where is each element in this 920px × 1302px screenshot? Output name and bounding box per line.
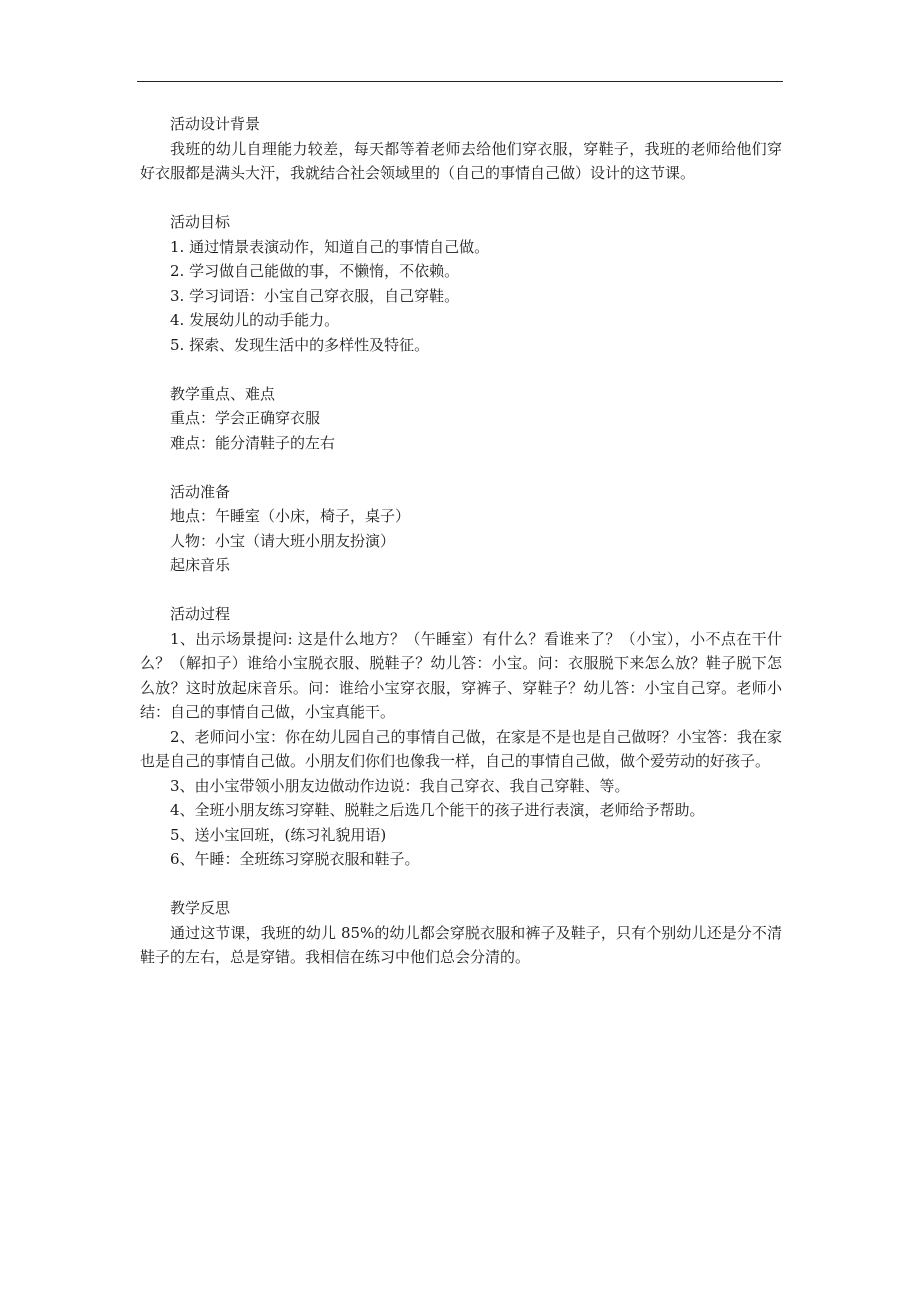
difficult-point-line: 难点：能分清鞋子的左右 [170,433,336,452]
section-heading-reflection: 教学反思 [170,899,231,917]
process-step-3: 3、由小宝带领小朋友边做动作边说：我自己穿衣、我自己穿鞋、等。 [170,776,630,795]
reflection-paragraph: 通过这节课，我班的幼儿 85%的幼儿都会穿脱衣服和裤子及鞋子，只有个别幼儿还是分不清鞋子的左右，总是穿错。我相信在练习中他们总会分清的。 [140,923,782,966]
section-heading-preparation: 活动准备 [170,482,231,501]
section-gap [140,872,782,897]
section-gap [140,357,782,382]
section-gap [140,455,782,480]
document-body [140,112,782,970]
goal-item-2: 2. 学习做自己能做的事，不懒惰，不依赖。 [170,262,460,280]
process-step-6: 6、午睡：全班练习穿脱衣服和鞋子。 [170,850,420,868]
goal-item-3: 3. 学习词语：小宝自己穿衣服，自己穿鞋。 [170,286,460,305]
goal-item-5: 5. 探索、发现生活中的多样性及特征。 [170,335,430,354]
key-point-line: 重点：学会正确穿衣服 [170,409,321,427]
section-heading-process: 活动过程 [170,605,231,623]
goal-item-4: 4. 发展幼儿的动手能力。 [170,311,340,329]
preparation-location: 地点：午睡室（小床，椅子，桌子） [170,507,411,525]
background-paragraph: 我班的幼儿自理能力较差，每天都等着老师去给他们穿衣服，穿鞋子，我班的老师给他们穿好衣服都是满头大汗，我就结合社会领域里的（自己的事情自己做）设计的这节课。 [140,139,782,182]
process-step-5: 5、送小宝回班，(练习礼貌用语) [170,825,387,844]
process-step-4: 4、全班小朋友练习穿鞋、脱鞋之后选几个能干的孩子进行表演，老师给予帮助。 [170,801,705,819]
section-heading-background: 活动设计背景 [170,115,261,133]
process-step-1: 1、出示场景提问: 这是什么地方？（午睡室）有什么？看谁来了？（小宝），小不点在干什么？（解扣子）谁给小宝脱衣服、脱鞋子？幼儿答：小宝。问：衣服脱下来怎么放？鞋子脱下怎么放？这时放起床音乐。问：谁给小宝穿衣服，穿裤子、穿鞋子？幼儿答：小宝自己穿。老师小结：自己的事情自己做，小宝真能干。 [140,629,782,721]
preparation-character: 人物：小宝（请大班小朋友扮演） [170,531,396,550]
header-rule [137,81,783,82]
section-gap [140,578,782,603]
section-gap [140,186,782,211]
process-step-2: 2、老师问小宝：你在幼儿园自己的事情自己做，在家是不是也是自己做呀？小宝答：我在家也是自己的事情自己做。小朋友们你们也像我一样，自己的事情自己做，做个爱劳动的好孩子。 [140,727,782,770]
section-heading-key-points: 教学重点、难点 [170,384,276,403]
section-heading-goals: 活动目标 [170,213,231,231]
goal-item-1: 1. 通过情景表演动作，知道自己的事情自己做。 [170,237,490,256]
preparation-music: 起床音乐 [170,556,231,574]
